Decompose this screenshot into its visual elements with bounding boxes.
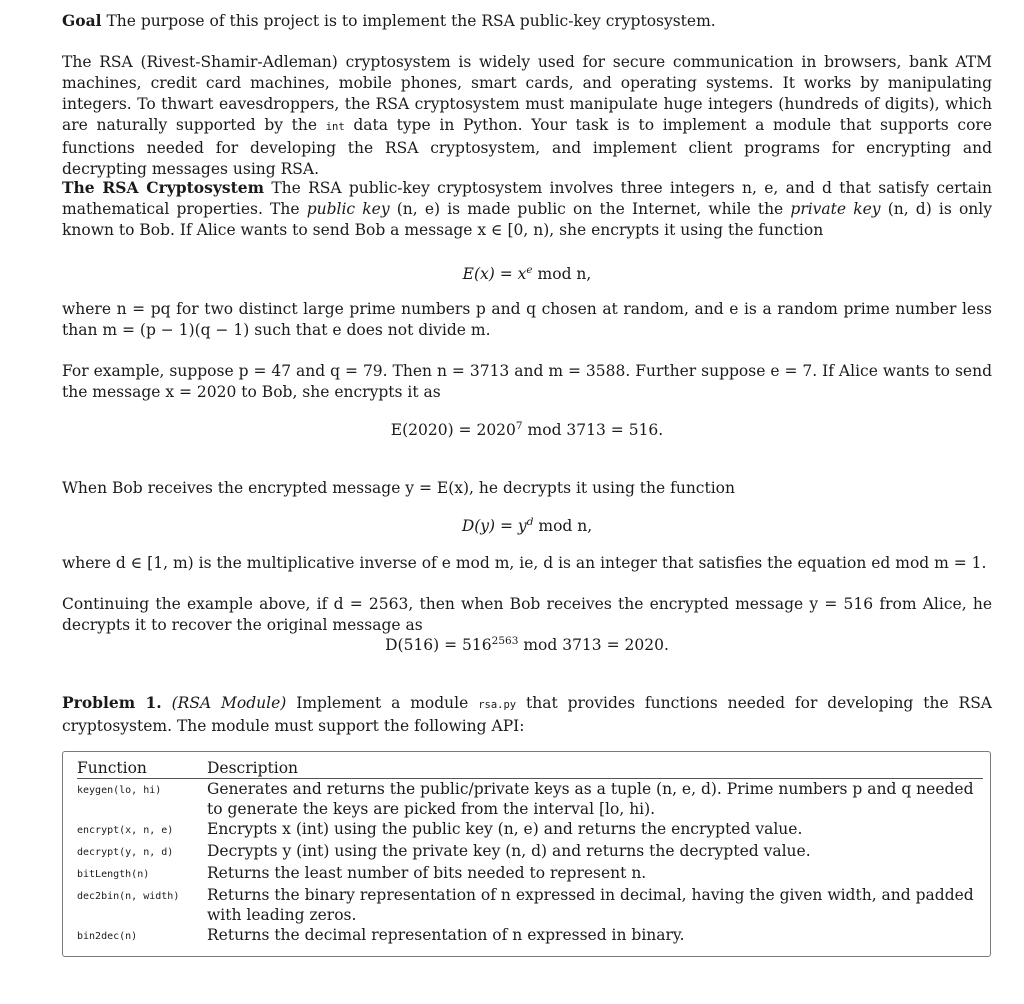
int-code: int (325, 121, 345, 133)
rsa-paragraph (62, 177, 992, 241)
api-header-function: Function (77, 758, 207, 779)
rsa-text-b: (n, e) is made public on the Internet, while the (396, 200, 784, 218)
problem-text-a: Implement a module (296, 694, 469, 712)
api-function-description: Returns the binary representation of n expressed in decimal, having the given width, and padded with leading zeros. (207, 886, 974, 924)
continue-paragraph: Continuing the example above, if d = 2563, then when Bob receives the encrypted message y = 516 from Alice, he decrypts it to recover the original message as (62, 595, 992, 634)
public-key-label: public key (306, 200, 390, 218)
private-key-label: private key (790, 200, 881, 218)
problem-paragraph (62, 692, 992, 737)
where-paragraph: where n = pq for two distinct large prime numbers p and q chosen at random, and e is a random prime number less than m = (p − 1)(q − 1) such that e does not divide m. (62, 300, 992, 339)
api-table (77, 758, 983, 947)
api-function-description: Returns the decimal representation of n expressed in binary. (207, 926, 685, 944)
table-row (77, 863, 983, 885)
api-header-row (77, 758, 983, 779)
table-row (77, 925, 983, 947)
api-header-description: Description (207, 758, 983, 779)
api-function-name: keygen(lo, hi) (77, 785, 162, 796)
table-row (77, 819, 983, 841)
problem-title: (RSA Module) (171, 694, 287, 712)
rsa-text-c: (n, d) is only known to Bob. If Alice wants to send Bob a message x ∈ [0, n), she encrypts it using the function (62, 200, 993, 239)
problem-text-b: that provides functions needed for developing the RSA cryptosystem. The module must support the following API: (62, 694, 993, 735)
problem-heading: Problem 1. (62, 693, 162, 712)
api-function-name: bitLength(n) (77, 869, 150, 880)
example-equation: $E(2020) = 2020^7$ mod 3713 = 516. (390, 420, 664, 439)
api-function-name: encrypt(x, n, e) (77, 825, 174, 836)
decrypt-paragraph: When Bob receives the encrypted message y = E(x), he decrypts it using the function (62, 479, 735, 497)
decrypt-equation: $D(y) = y^d$ mod n, (461, 516, 593, 535)
api-table-box (62, 751, 991, 957)
api-function-description: Generates and returns the public/private keys as a tuple (n, e, d). Prime numbers p and q needed to generate the keys are picked from the interval [lo, hi). (207, 780, 974, 818)
api-function-description: Encrypts x (int) using the public key (n, e) and returns the encrypted value. (207, 820, 803, 838)
table-row (77, 779, 983, 820)
intro-text-b: data type in Python. Your task is to implement a module that supports core functions needed for developing the RSA cryptosystem, and implement client programs for encrypting and decrypting messages using RSA. (62, 116, 992, 178)
final-equation: $D(516) = 516^{2563}$ mod 3713 = 2020. (385, 635, 669, 654)
api-function-name: bin2dec(n) (77, 931, 138, 942)
module-code: rsa.py (478, 699, 517, 711)
rsa-heading: The RSA Cryptosystem (62, 178, 265, 197)
goal-text: The purpose of this project is to implement the RSA public-key cryptosystem. (106, 12, 716, 30)
intro-text-a: The RSA (Rivest-Shamir-Adleman) cryptosystem is widely used for secure communication in browsers, bank ATM machines, credit card machines, mobile phones, smart cards, and operating systems. It works by manipulating integers. To thwart eavesdroppers, the RSA cryptosystem must manipulate huge integers (hundreds of digits), which are naturally supported by the (62, 53, 992, 134)
api-function-description: Decrypts y (int) using the private key (n, d) and returns the decrypted value. (207, 842, 811, 860)
api-function-name: dec2bin(n, width) (77, 891, 180, 902)
intro-paragraph (62, 52, 992, 180)
table-row (77, 841, 983, 863)
example-paragraph: For example, suppose p = 47 and q = 79. Then n = 3713 and m = 3588. Further suppose e = 7. If Alice wants to send the message x = 2020 to Bob, she encrypts it as (62, 362, 992, 401)
goal-paragraph (62, 10, 992, 32)
table-row (77, 885, 983, 925)
api-function-description: Returns the least number of bits needed to represent n. (207, 864, 647, 882)
goal-heading: Goal (62, 11, 102, 30)
encrypt-equation: $E(x) = x^e$ mod n, (462, 264, 592, 283)
rsa-text-a: The RSA public-key cryptosystem involves three integers n, e, and d that satisfy certain mathematical properties. The (62, 179, 992, 218)
inverse-paragraph: where d ∈ [1, m) is the multiplicative inverse of e mod m, ie, d is an integer that satisfies the equation ed mod m = 1. (62, 554, 987, 572)
api-function-name: decrypt(y, n, d) (77, 847, 174, 858)
